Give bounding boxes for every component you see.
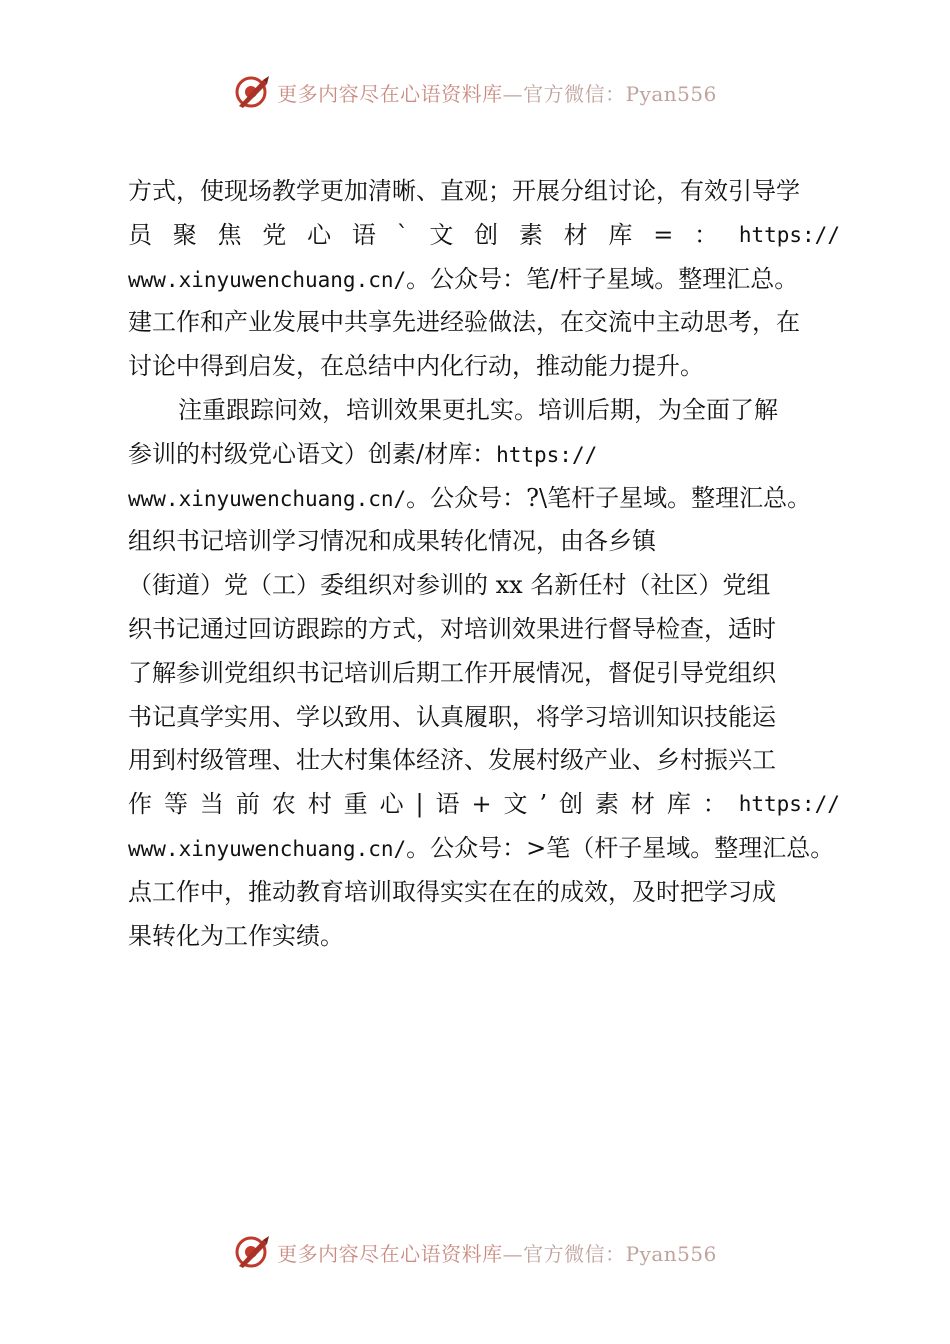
header-banner [0,70,950,114]
p2-line-10-char: 材 [630,790,655,819]
footer-banner [0,1230,950,1274]
p2-line-10-char: | [415,790,424,819]
p1-line-2-char: 库 [608,220,633,249]
p1-url: www.xinyuwenchuang.cn/ [128,267,407,292]
p2-line-13: 果转化为工作实绩。 [128,921,344,950]
p1-line-2-char: 心 [307,220,332,249]
p2-line-10-char: 创 [559,790,584,819]
footer-brand-text: 更多内容尽在心语资料库 [277,1241,503,1266]
pen-logo-icon [233,1232,273,1272]
p1-line-2-char: 语 [351,220,376,249]
p2-line-2-url: https:// [496,442,598,467]
p1-line-2-char: ： [694,220,719,249]
p2-line-10-char: ’ [539,790,548,819]
p2-line-2-text: 参训的村级党心语文）创素/材库： [128,439,497,468]
p2-line-10 [128,783,840,827]
p1-line-2-char: 焦 [217,220,242,249]
p1-line-1: 方式，使现场教学更加清晰、直观；开展分组讨论，有效引导学 [128,177,800,205]
p1-line-3-rest: 。公众号：笔/杆子星域。整理汇总。 [406,264,799,293]
p2-line-10-char: ： [702,790,727,819]
p2-line-10-char: 作 [128,790,152,819]
p2-line-2 [128,433,840,477]
p1-line-3 [128,258,840,302]
header-banner-text [277,78,717,107]
p2-line-10-char: + [471,790,492,819]
p1-line-2 [128,214,840,258]
p2-line-3 [128,477,840,521]
p2-line-10-char: 语 [435,790,460,819]
p2-line-11-rest: 。公众号：>笔（杆子星域。整理汇总。 [406,833,835,862]
p1-line-2-char: 聚 [172,220,197,249]
p2-line-10-char: 心 [379,790,404,819]
pen-logo-icon [233,72,273,112]
p2-line-10-char: 当 [199,790,224,819]
p2-line-10-char: 库 [666,790,691,819]
p2-line-5: （街道）党（工）委组织对参训的 xx 名新任村（社区）党组 [128,571,771,600]
document-body [128,170,840,958]
p1-line-2-char: https:// [738,222,840,247]
p1-line-2-char: 员 [128,220,152,249]
p2-line-7: 了解参训党组织书记培训后期工作开展情况，督促引导党组织 [128,658,776,687]
p2-url-2: www.xinyuwenchuang.cn/ [128,836,407,861]
p2-line-10-char: 前 [235,790,260,819]
p2-line-6: 织书记通过回访跟踪的方式，对培训效果进行督导检查，适时 [128,614,776,643]
p2-line-12: 点工作中，推动教育培训取得实实在在的成效，及时把学习成 [128,877,776,906]
footer-banner-text [277,1238,717,1267]
p1-line-2-char: 素 [518,220,543,249]
p1-line-2-char: 党 [262,220,287,249]
p2-line-10-char: 素 [594,790,619,819]
p1-line-2-char: ` [396,220,409,249]
p2-line-10-char: https:// [738,792,840,817]
p1-line-2-char: 创 [474,220,499,249]
p2-line-3-rest: 。公众号：?\笔杆子星域。整理汇总。 [406,483,812,512]
p1-line-2-char: = [653,220,674,249]
p2-line-1: 注重跟踪问效，培训效果更扎实。培训后期，为全面了解 [178,395,778,424]
header-brand-text: 更多内容尽在心语资料库 [277,81,503,106]
p2-line-11 [128,827,840,871]
p2-line-10-char: 重 [343,790,368,819]
p2-line-10-char: 村 [307,790,332,819]
p2-line-10-char: 农 [271,790,296,819]
header-wechat-text: —官方微信：Pyan556 [502,81,717,106]
p2-line-10-char: 等 [163,790,188,819]
p2-line-9: 用到村级管理、壮大村集体经济、发展村级产业、乡村振兴工 [128,746,776,775]
p2-line-10-char: 文 [503,790,528,819]
p2-line-4: 组织书记培训学习情况和成果转化情况，由各乡镇 [128,527,656,556]
p1-line-2-char: 材 [563,220,588,249]
p2-line-8: 书记真学实用、学以致用、认真履职，将学习培训知识技能运 [128,702,776,731]
p2-url: www.xinyuwenchuang.cn/ [128,486,407,511]
p1-line-5: 讨论中得到启发，在总结中内化行动，推动能力提升。 [128,352,704,381]
footer-wechat-text: —官方微信：Pyan556 [502,1241,717,1266]
p1-line-2-char: 文 [429,220,454,249]
p1-line-4: 建工作和产业发展中共享先进经验做法，在交流中主动思考，在 [128,308,800,337]
